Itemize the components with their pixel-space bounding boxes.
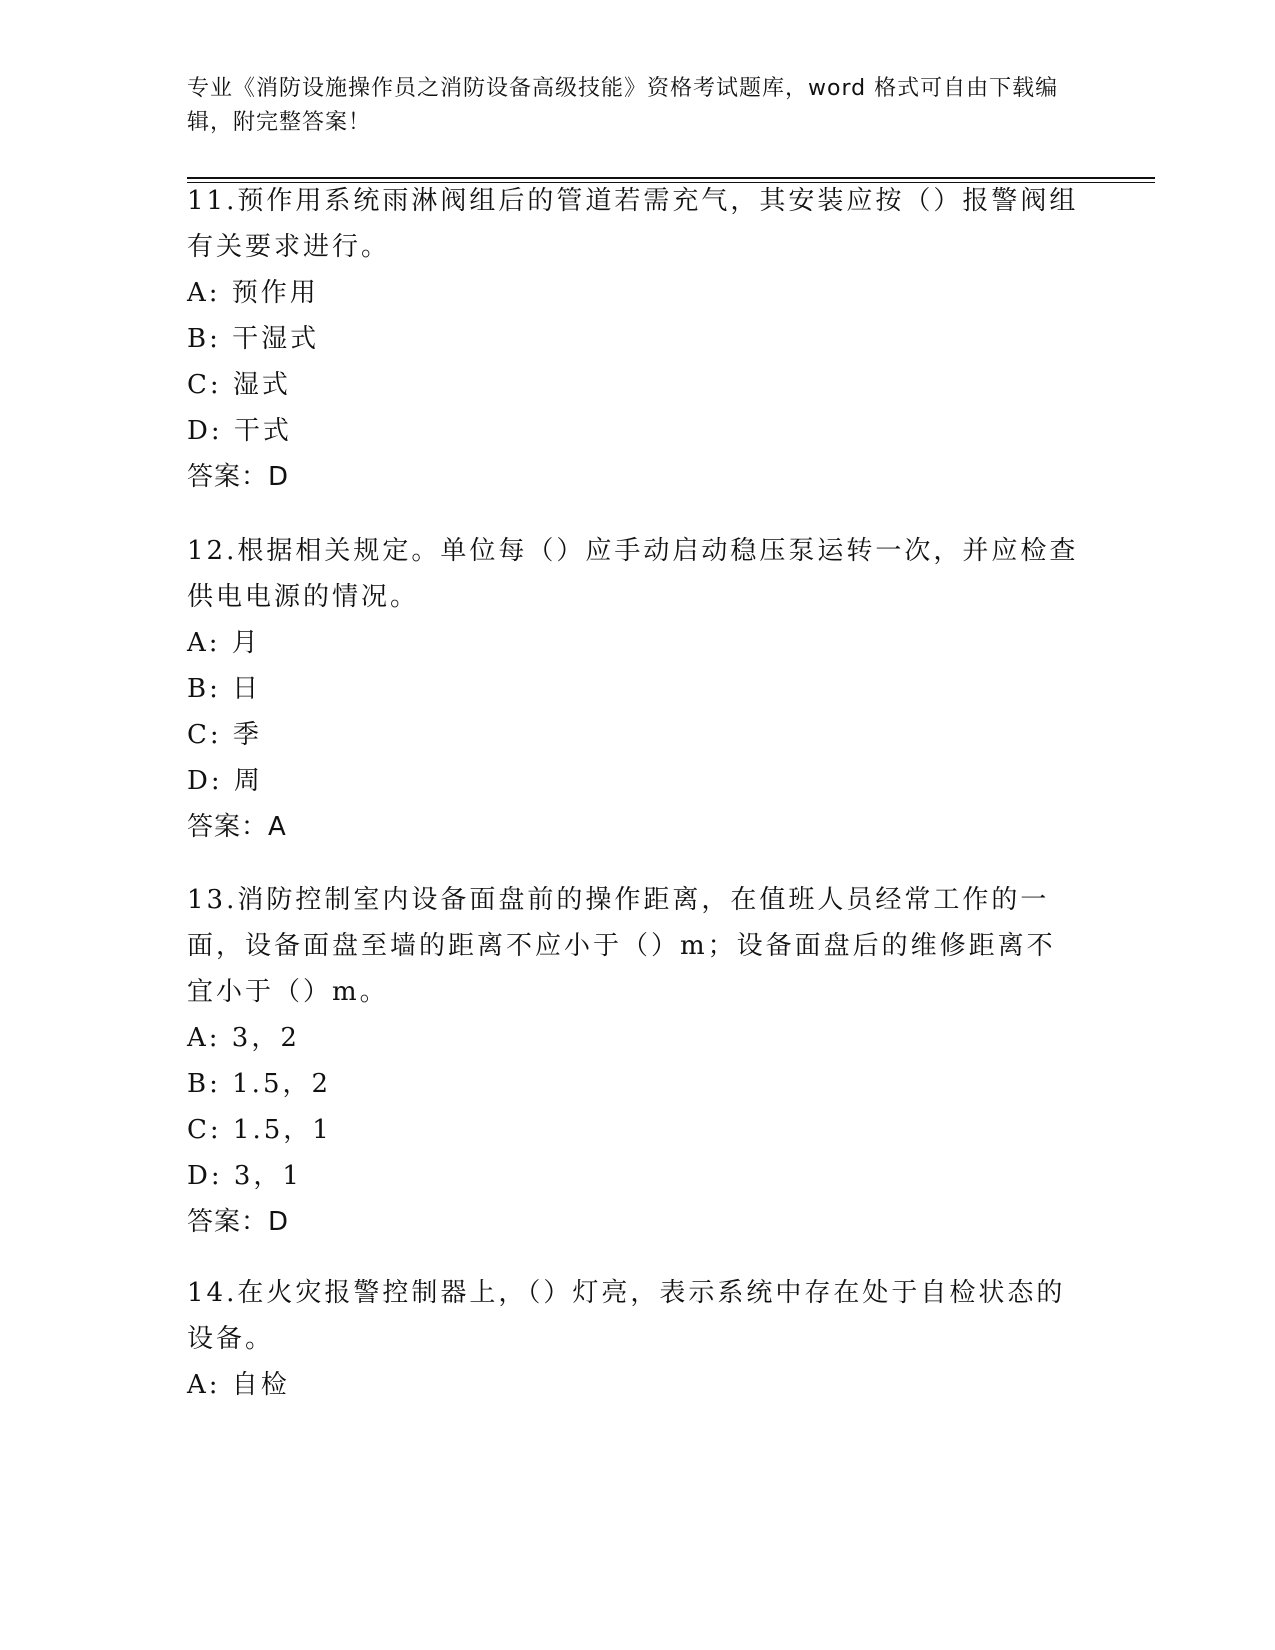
option-b: B: 1.5，2 [187, 1069, 332, 1099]
answer: 答案：D [187, 1207, 290, 1237]
question-text: 11.预作用系统雨淋阀组后的管道若需充气，其安装应按（）报警阀组有关要求进行。 [187, 186, 1079, 262]
question-text: 14.在火灾报警控制器上，（）灯亮，表示系统中存在处于自检状态的设备。 [187, 1278, 1066, 1354]
option-c: C: 季 [187, 720, 262, 750]
option-a: A: 预作用 [187, 278, 319, 308]
option-d: D: 干式 [187, 416, 292, 446]
option-a: A: 月 [187, 628, 261, 658]
question-14 [187, 1270, 1082, 1408]
option-d: D: 3，1 [187, 1161, 302, 1191]
question-11 [187, 178, 1082, 500]
question-text: 12.根据相关规定。单位每（）应手动启动稳压泵运转一次，并应检查供电电源的情况。 [187, 536, 1079, 612]
document-header: 专业《消防设施操作员之消防设备高级技能》资格考试题库，word 格式可自由下载编辑，附完整答案！ [187, 76, 1059, 135]
answer: 答案：D [187, 462, 290, 492]
question-12 [187, 528, 1082, 850]
option-a: A: 3，2 [187, 1023, 300, 1053]
option-b: B: 干湿式 [187, 324, 320, 354]
option-d: D: 周 [187, 766, 263, 796]
question-text: 13.消防控制室内设备面盘前的操作距离，在值班人员经常工作的一面，设备面盘至墙的距离不应小于（）m；设备面盘后的维修距离不宜小于（）m。 [187, 885, 1056, 1007]
option-c: C: 1.5，1 [187, 1115, 332, 1145]
option-a: A: 自检 [187, 1370, 290, 1400]
option-b: B: 日 [187, 674, 262, 704]
answer: 答案：A [187, 812, 287, 842]
question-13 [187, 877, 1082, 1245]
option-c: C: 湿式 [187, 370, 291, 400]
